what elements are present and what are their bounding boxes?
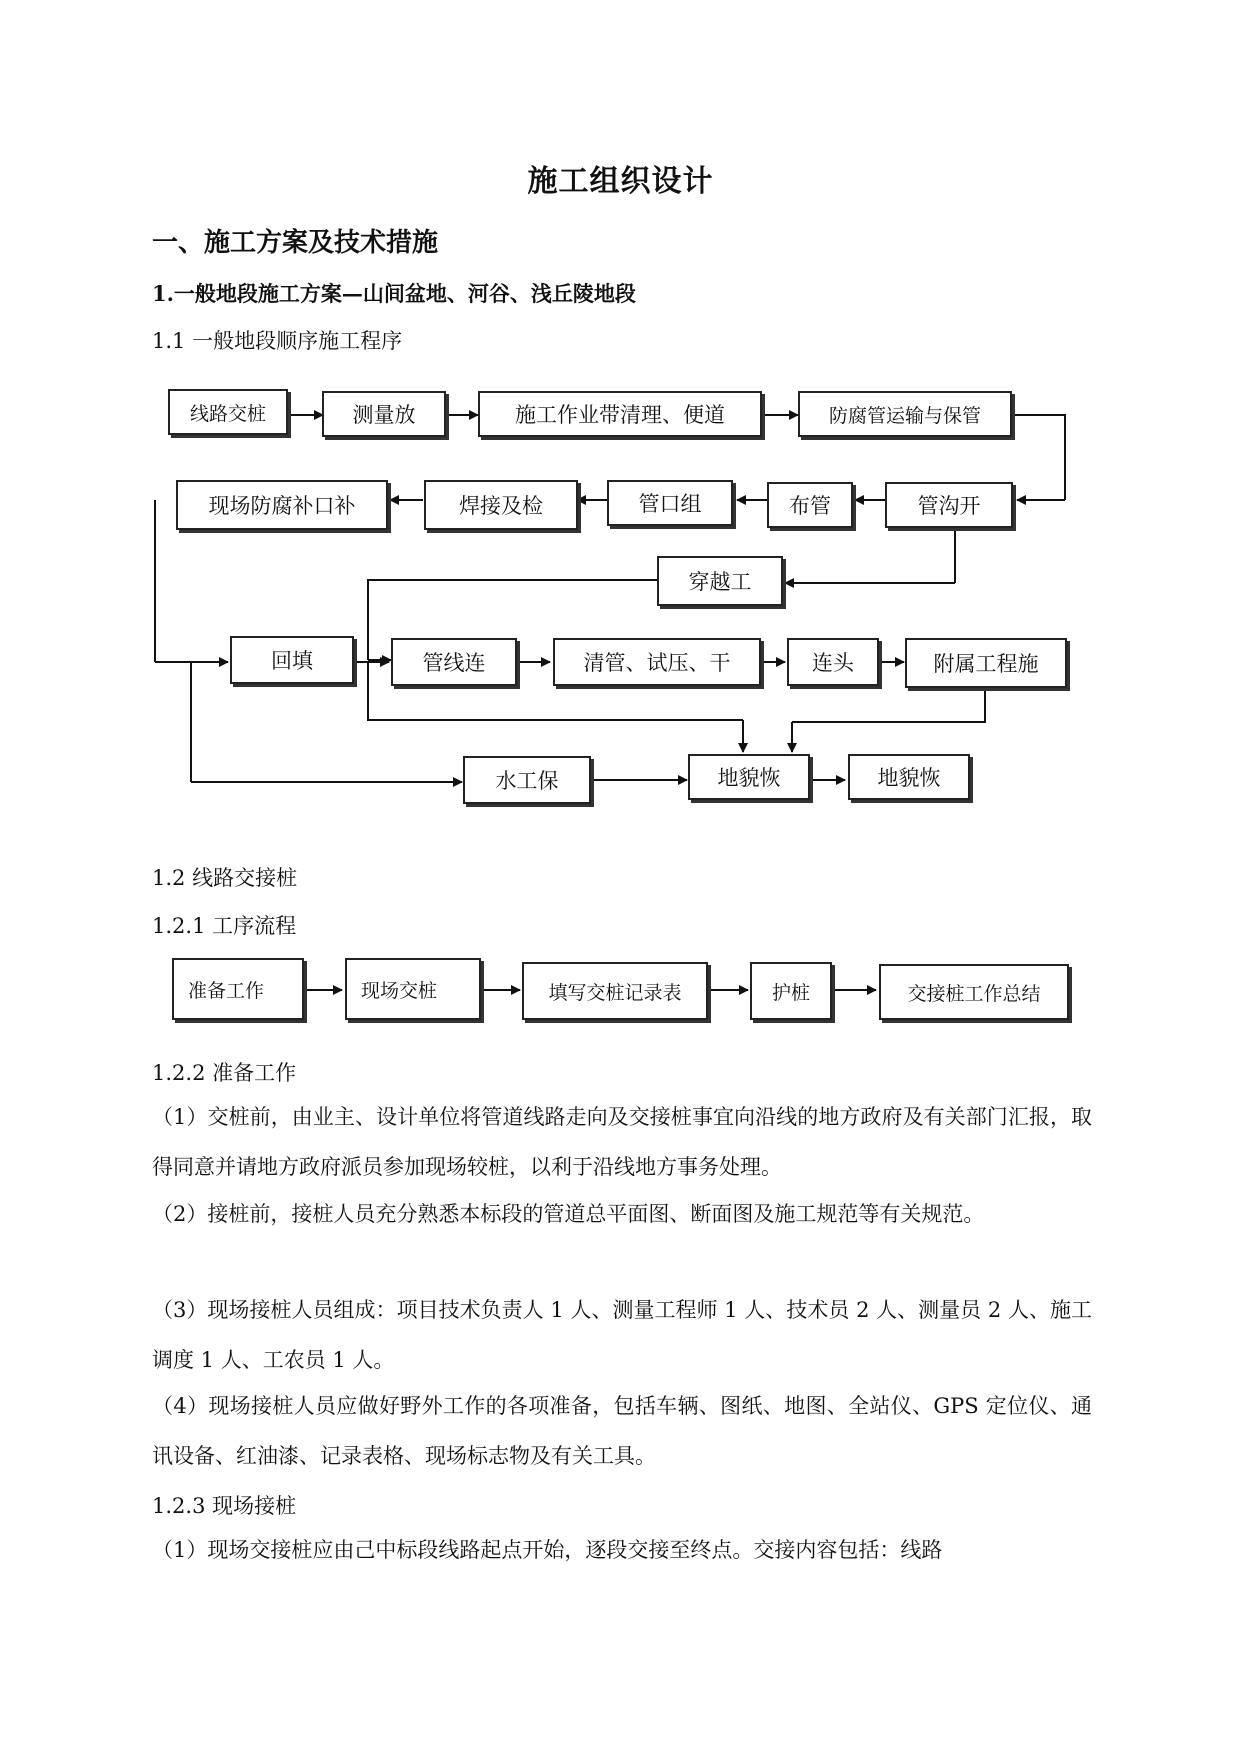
flow2-node-preparation: 准备工作	[172, 958, 304, 1020]
flow2-node-site-handover: 现场交桩	[345, 958, 481, 1020]
flow-node-trench: 管沟开	[885, 482, 1013, 528]
section-heading-1-2: 1.2 线路交接桩	[152, 866, 298, 890]
flow-node-field-coating: 现场防腐补口补	[176, 480, 388, 530]
flow-node-landform-restore-1: 地貌恢	[688, 754, 810, 800]
flow-node-welding-inspection: 焊接及检	[424, 480, 578, 530]
flow-node-pipe-laying: 布管	[767, 482, 853, 528]
section-heading-1-2-2: 1.2.2 准备工作	[152, 1061, 297, 1085]
section-heading-1-2-1: 1.2.1 工序流程	[152, 914, 297, 938]
flow2-node-record-form: 填写交桩记录表	[522, 962, 708, 1020]
flow2-node-stake-protection: 护桩	[750, 962, 832, 1020]
paragraph-2: （2）接桩前，接桩人员充分熟悉本标段的管道总平面图、断面图及施工规范等有关规范。	[152, 1202, 985, 1226]
flow-node-crossing: 穿越工	[657, 556, 783, 606]
flow-node-survey-layout: 测量放	[322, 391, 446, 437]
flow-node-landform-restore-2: 地貌恢	[848, 754, 970, 800]
paragraph-5: （1）现场交接桩应由己中标段线路起点开始，逐段交接至终点。交接内容包括：线路	[152, 1538, 943, 1562]
flow-node-backfill: 回填	[230, 636, 354, 684]
flow-node-pipe-transport: 防腐管运输与保管	[798, 391, 1012, 437]
flow-node-pipeline-tie: 管线连	[391, 638, 517, 686]
flow-node-cleaning-testing: 清管、试压、干	[553, 638, 761, 686]
flow-node-row-clearing: 施工作业带清理、便道	[478, 391, 762, 437]
flow2-node-summary: 交接桩工作总结	[879, 964, 1069, 1020]
flow-node-auxiliary-works: 附属工程施	[905, 638, 1067, 688]
paragraph-3: （3）现场接桩人员组成：项目技术负责人 1 人、测量工程师 1 人、技术员 2 人、测量员 2 人、施工调度 1 人、工农员 1 人。	[152, 1298, 1092, 1372]
paragraph-1: （1）交桩前，由业主、设计单位将管道线路走向及交接桩事宜向沿线的地方政府及有关部门汇报，取得同意并请地方政府派员参加现场较桩，以利于沿线地方事务处理。	[152, 1105, 1092, 1179]
flow-node-pipe-fitup: 管口组	[607, 480, 733, 526]
document-title: 施工组织设计	[527, 164, 714, 199]
section-heading-1-2-3: 1.2.3 现场接桩	[152, 1494, 297, 1518]
paragraph-4: （4）现场接桩人员应做好野外工作的各项准备，包括车辆、图纸、地图、全站仪、GPS 定位仪、通讯设备、红油漆、记录表格、现场标志物及有关工具。	[152, 1394, 1092, 1468]
flow-node-tie-in: 连头	[787, 638, 879, 686]
flow-node-route-handover: 线路交桩	[168, 389, 288, 435]
section-heading-1-1-1: 1.1 一般地段顺序施工程序	[152, 329, 403, 353]
flow-node-water-protection: 水工保	[463, 756, 591, 804]
section-heading-1: 一、施工方案及技术措施	[152, 228, 439, 258]
section-heading-1-1: 1.一般地段施工方案—山间盆地、河谷、浅丘陵地段	[152, 281, 636, 306]
